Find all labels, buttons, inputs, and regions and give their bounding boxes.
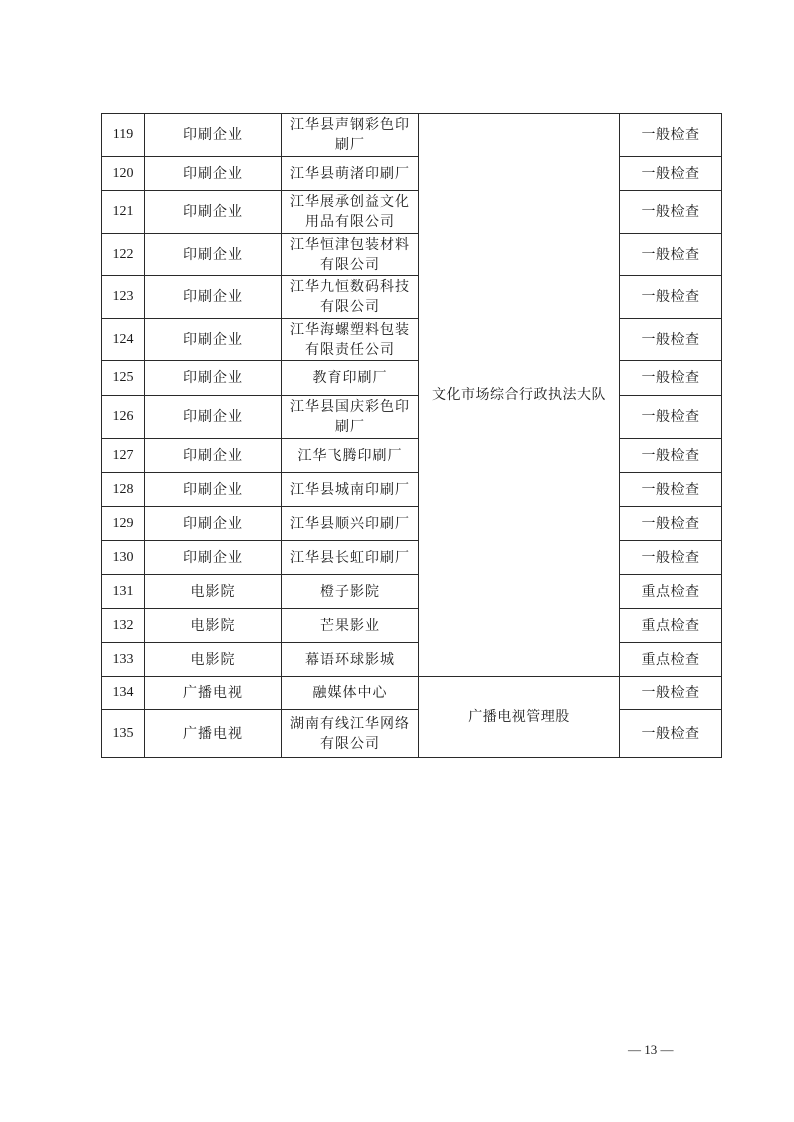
row-number: 128 bbox=[102, 473, 145, 507]
row-name: 江华恒津包装材料有限公司 bbox=[282, 234, 419, 276]
row-number: 119 bbox=[102, 114, 145, 157]
row-number: 120 bbox=[102, 157, 145, 191]
table-row bbox=[102, 541, 722, 575]
row-name: 江华海螺塑料包装有限责任公司 bbox=[282, 319, 419, 361]
row-number: 134 bbox=[102, 677, 145, 710]
row-name: 教育印刷厂 bbox=[282, 361, 419, 396]
row-number: 131 bbox=[102, 575, 145, 609]
row-number: 121 bbox=[102, 191, 145, 234]
row-name: 橙子影院 bbox=[282, 575, 419, 609]
row-method: 一般检查 bbox=[620, 439, 722, 473]
row-method: 一般检查 bbox=[620, 473, 722, 507]
row-type: 广播电视 bbox=[145, 677, 282, 710]
table-row bbox=[102, 643, 722, 677]
row-type: 印刷企业 bbox=[145, 319, 282, 361]
table-row bbox=[102, 191, 722, 234]
row-number: 130 bbox=[102, 541, 145, 575]
row-name: 江华县顺兴印刷厂 bbox=[282, 507, 419, 541]
row-method: 一般检查 bbox=[620, 677, 722, 710]
row-method: 一般检查 bbox=[620, 361, 722, 396]
table-row bbox=[102, 439, 722, 473]
row-number: 123 bbox=[102, 276, 145, 319]
row-type: 广播电视 bbox=[145, 710, 282, 758]
row-type: 印刷企业 bbox=[145, 157, 282, 191]
row-name: 江华展承创益文化用品有限公司 bbox=[282, 191, 419, 234]
table-row bbox=[102, 575, 722, 609]
row-type: 印刷企业 bbox=[145, 191, 282, 234]
row-name: 湖南有线江华网络有限公司 bbox=[282, 710, 419, 758]
row-type: 印刷企业 bbox=[145, 361, 282, 396]
row-number: 135 bbox=[102, 710, 145, 758]
row-method: 一般检查 bbox=[620, 319, 722, 361]
row-type: 印刷企业 bbox=[145, 234, 282, 276]
row-method: 一般检查 bbox=[620, 396, 722, 439]
row-type: 印刷企业 bbox=[145, 541, 282, 575]
table-row bbox=[102, 114, 722, 157]
row-type: 印刷企业 bbox=[145, 507, 282, 541]
row-method: 一般检查 bbox=[620, 234, 722, 276]
row-name: 江华县长虹印刷厂 bbox=[282, 541, 419, 575]
row-method: 重点检查 bbox=[620, 609, 722, 643]
row-number: 132 bbox=[102, 609, 145, 643]
row-method: 一般检查 bbox=[620, 507, 722, 541]
department-cell: 文化市场综合行政执法大队 bbox=[419, 114, 620, 677]
row-number: 133 bbox=[102, 643, 145, 677]
row-type: 电影院 bbox=[145, 609, 282, 643]
row-type: 印刷企业 bbox=[145, 396, 282, 439]
table-row bbox=[102, 710, 722, 758]
row-name: 融媒体中心 bbox=[282, 677, 419, 710]
row-number: 122 bbox=[102, 234, 145, 276]
row-number: 125 bbox=[102, 361, 145, 396]
table-row bbox=[102, 677, 722, 710]
row-method: 重点检查 bbox=[620, 575, 722, 609]
row-type: 印刷企业 bbox=[145, 114, 282, 157]
table-row bbox=[102, 319, 722, 361]
row-name: 江华县萌渚印刷厂 bbox=[282, 157, 419, 191]
row-name: 江华县国庆彩色印刷厂 bbox=[282, 396, 419, 439]
row-method: 一般检查 bbox=[620, 114, 722, 157]
row-type: 电影院 bbox=[145, 643, 282, 677]
row-name: 江华九恒数码科技有限公司 bbox=[282, 276, 419, 319]
row-number: 126 bbox=[102, 396, 145, 439]
row-name: 江华县声钢彩色印刷厂 bbox=[282, 114, 419, 157]
table-row bbox=[102, 473, 722, 507]
department-cell: 广播电视管理股 bbox=[419, 677, 620, 758]
table-row bbox=[102, 609, 722, 643]
row-method: 一般检查 bbox=[620, 710, 722, 758]
table-row bbox=[102, 396, 722, 439]
row-type: 印刷企业 bbox=[145, 439, 282, 473]
row-method: 重点检查 bbox=[620, 643, 722, 677]
row-name: 江华县城南印刷厂 bbox=[282, 473, 419, 507]
inspection-table bbox=[101, 113, 722, 758]
row-number: 129 bbox=[102, 507, 145, 541]
row-method: 一般检查 bbox=[620, 157, 722, 191]
row-name: 幕语环球影城 bbox=[282, 643, 419, 677]
row-method: 一般检查 bbox=[620, 276, 722, 319]
row-name: 芒果影业 bbox=[282, 609, 419, 643]
table-row bbox=[102, 507, 722, 541]
table-row bbox=[102, 276, 722, 319]
page-number: — 13 — bbox=[628, 1042, 674, 1057]
row-number: 127 bbox=[102, 439, 145, 473]
row-method: 一般检查 bbox=[620, 191, 722, 234]
row-type: 电影院 bbox=[145, 575, 282, 609]
row-number: 124 bbox=[102, 319, 145, 361]
row-type: 印刷企业 bbox=[145, 473, 282, 507]
table-row bbox=[102, 157, 722, 191]
row-method: 一般检查 bbox=[620, 541, 722, 575]
table-row bbox=[102, 234, 722, 276]
table-row bbox=[102, 361, 722, 396]
row-type: 印刷企业 bbox=[145, 276, 282, 319]
row-name: 江华飞腾印刷厂 bbox=[282, 439, 419, 473]
